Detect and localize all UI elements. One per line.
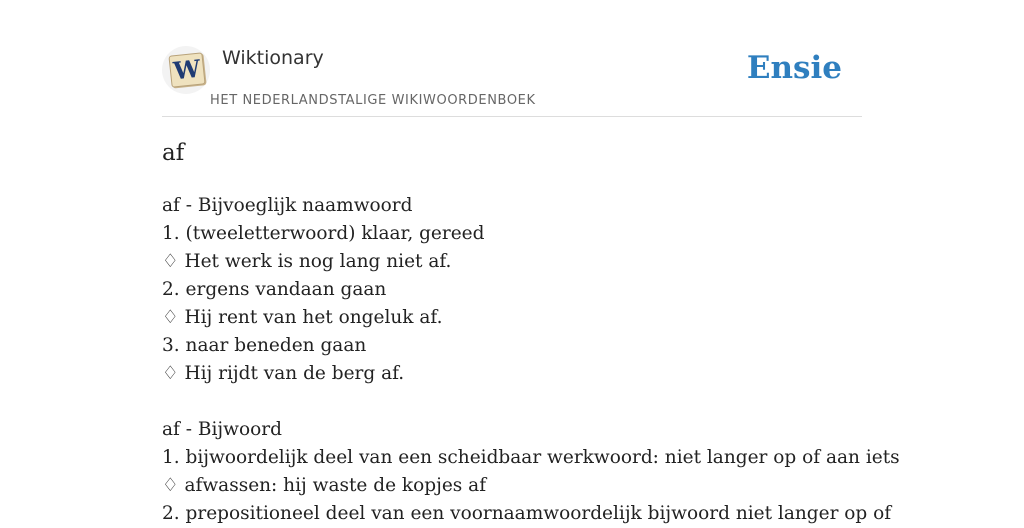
section-heading: af - Bijwoord bbox=[162, 419, 282, 440]
section-spacer bbox=[162, 388, 862, 416]
example-line: ♢ Hij rijdt van de berg af. bbox=[162, 363, 405, 384]
definition-line: 3. naar beneden gaan bbox=[162, 335, 367, 356]
site-tagline: HET NEDERLANDSTALIGE WIKIWOORDENBOEK bbox=[210, 93, 536, 108]
ensie-brand-link[interactable]: Ensie bbox=[746, 50, 842, 86]
logo-tile-icon: W bbox=[168, 52, 205, 87]
definition-content bbox=[162, 192, 900, 528]
site-name[interactable]: Wiktionary bbox=[222, 47, 324, 69]
section-heading: af - Bijvoeglijk naamwoord bbox=[162, 195, 413, 216]
example-line: ♢ afwassen: hij waste de kopjes af bbox=[162, 475, 487, 496]
definition-line: 1. bijwoordelijk deel van een scheidbaar werkwoord: niet langer op of aan iets bbox=[162, 447, 900, 468]
site-header bbox=[162, 0, 862, 117]
page-title: af bbox=[162, 140, 185, 166]
definition-line: 2. ergens vandaan gaan bbox=[162, 279, 387, 300]
definition-line: 1. (tweeletterwoord) klaar, gereed bbox=[162, 223, 485, 244]
definition-line: 2. prepositioneel deel van een voornaamwoordelijk bijwoord niet langer op of bbox=[162, 503, 892, 524]
wiktionary-logo[interactable] bbox=[162, 46, 210, 94]
example-line: ♢ Hij rent van het ongeluk af. bbox=[162, 307, 443, 328]
page bbox=[162, 0, 900, 524]
example-line: ♢ Het werk is nog lang niet af. bbox=[162, 251, 452, 272]
